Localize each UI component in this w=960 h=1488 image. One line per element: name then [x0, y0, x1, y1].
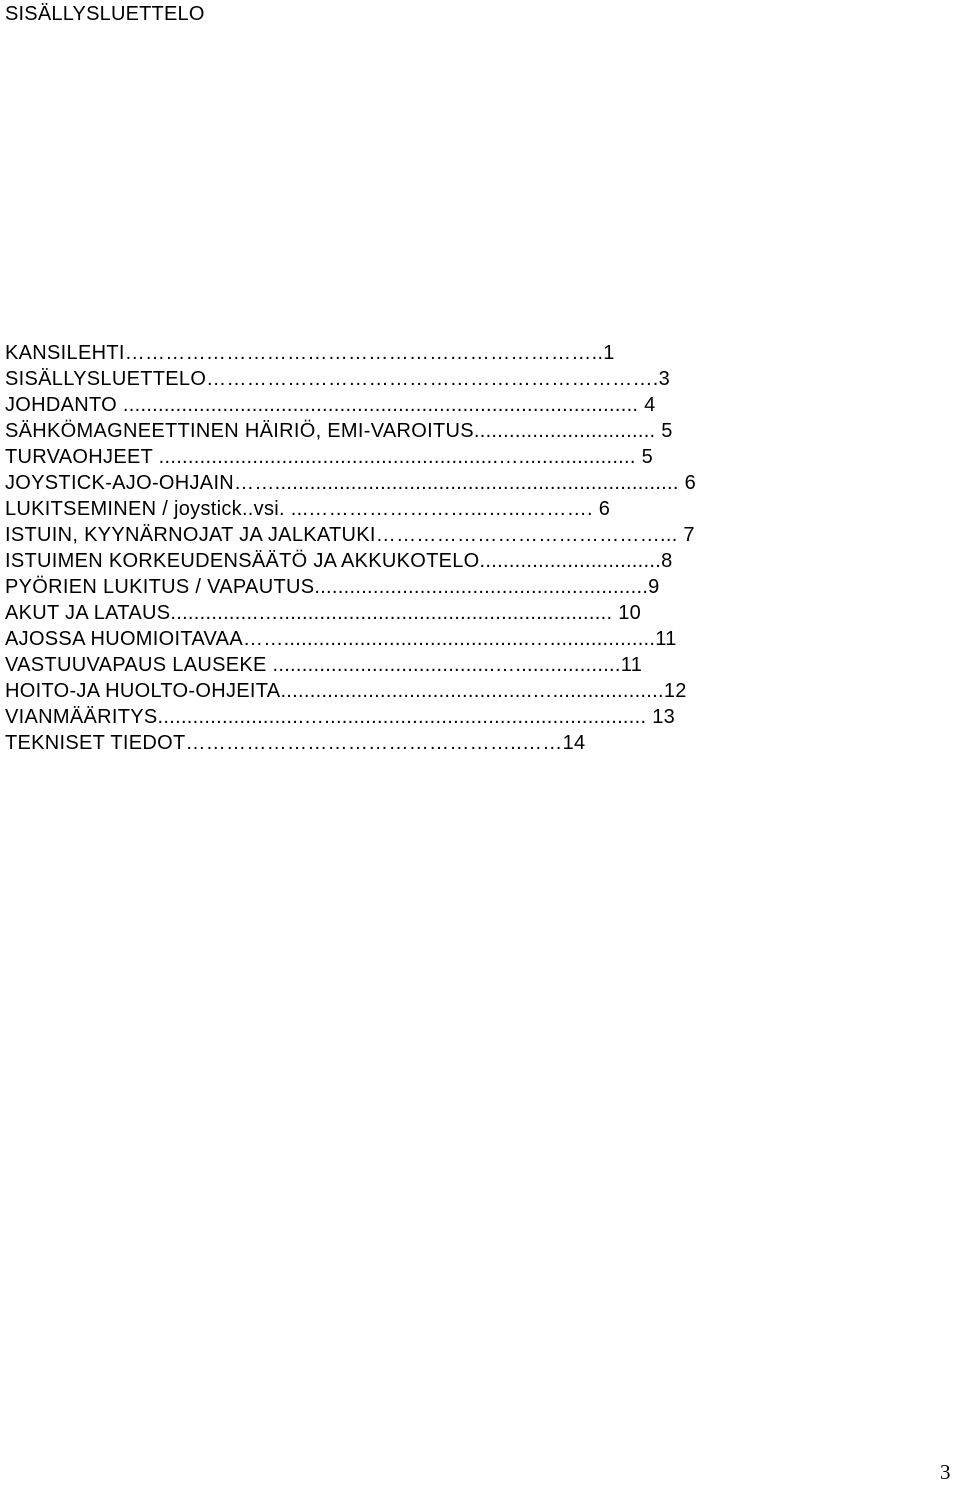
toc-entry-turvaohjeet: TURVAOHJEET ..........................................................….................... 5 — [5, 446, 654, 468]
page-number: 3 — [940, 1460, 951, 1484]
toc-entry-johdanto: JOHDANTO ........................................................................................ 4 — [5, 394, 656, 416]
table-of-contents — [5, 340, 900, 756]
toc-entry-sisallysluettelo: SISÄLLYSLUETTELO………………………………………………………….3 — [5, 368, 671, 390]
toc-entry-lukitseminen: LUKITSEMINEN / joystick..vsi. ...……………………...…...………. 6 — [5, 498, 611, 520]
page-title: SISÄLLYSLUETTELO — [5, 3, 205, 25]
toc-entry-kansilehti: KANSILEHTI……………………………………………………………..1 — [5, 342, 615, 364]
toc-entry-akut-ja-lataus: AKUT JA LATAUS...............…......................................................... 10 — [5, 602, 642, 624]
toc-entry-tekniset-tiedot: TEKNISET TIEDOT…………………………………………..……14 — [5, 732, 586, 754]
toc-entry-joystick-ajo-ohjain: JOYSTICK-AJO-OHJAIN……..................................................................... 6 — [5, 472, 697, 494]
toc-entry-vastuuvapaus-lauseke: VASTUUVAPAUS LAUSEKE ......................................…..................11 — [5, 654, 643, 676]
toc-entry-pyorien-lukitus: PYÖRIEN LUKITUS / VAPAUTUS.........................................................9 — [5, 576, 660, 598]
toc-entry-emi-varoitus: SÄHKÖMAGNEETTINEN HÄIRIÖ, EMI-VAROITUS............................... 5 — [5, 420, 673, 442]
toc-entry-ajossa-huomioitavaa: AJOSSA HUOMIOITAVAA……..........................................…..................11 — [5, 628, 677, 650]
toc-entry-istuin: ISTUIN, KYYNÄRNOJAT JA JALKATUKI……………………………………... 7 — [5, 524, 695, 546]
toc-entry-hoito-ja-huolto-ohjeita: HOITO-JA HUOLTO-OHJEITA...........................................…...................12 — [5, 680, 687, 702]
toc-entry-vianmaaritys: VIANMÄÄRITYS.........................…....................................................... 13 — [5, 706, 676, 728]
toc-entry-istuimen-korkeudensaato: ISTUIMEN KORKEUDENSÄÄTÖ JA AKKUKOTELO...............................8 — [5, 550, 673, 572]
